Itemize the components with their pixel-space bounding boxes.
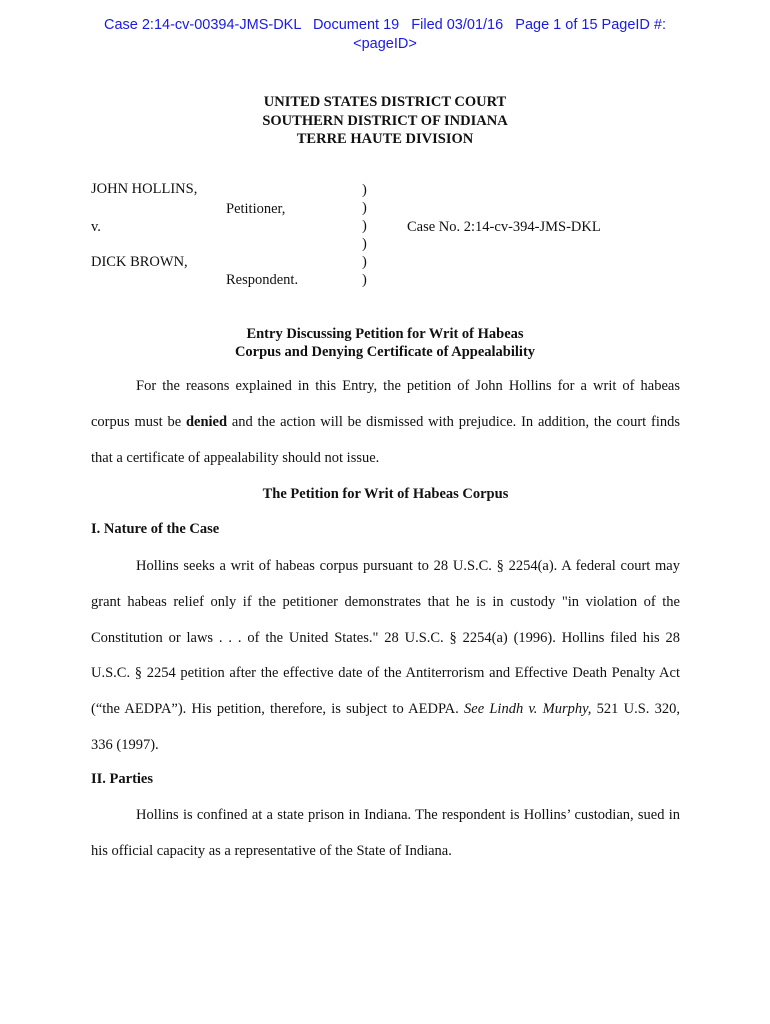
- petitioner-name: JOHN HOLLINS,: [91, 181, 198, 197]
- section1-citation: See Lindh v. Murphy,: [464, 701, 592, 718]
- versus-label: v.: [91, 219, 101, 235]
- respondent-role: Respondent.: [226, 272, 299, 288]
- court-name: UNITED STATES DISTRICT COURT: [263, 94, 507, 110]
- entry-title: [0, 325, 770, 361]
- section-title: The Petition for Writ of Habeas Corpus: [262, 486, 509, 502]
- entry-title-line2: Corpus and Denying Certificate of Appealability: [234, 344, 536, 360]
- section1-block: [91, 549, 680, 764]
- case-caption: [0, 181, 770, 291]
- caption-paren: ): [362, 236, 367, 252]
- caption-paren: ): [362, 254, 367, 270]
- entry-title-line1: Entry Discussing Petition for Writ of Habeas: [246, 326, 524, 342]
- respondent-name: DICK BROWN,: [91, 254, 188, 270]
- case-header: [0, 16, 770, 54]
- section2-block: [91, 798, 680, 870]
- petitioner-role: Petitioner,: [226, 201, 286, 217]
- section1-paragraph: [91, 549, 680, 764]
- intro-text-2: and the action will be dismissed with prejudice. In addition, the court finds that a certificate of appealability should not issue.: [91, 413, 680, 466]
- case-number: Case No. 2:14-cv-394-JMS-DKL: [407, 219, 601, 235]
- section2-heading: II. Parties: [91, 771, 154, 787]
- intro-paragraph-block: [91, 369, 680, 476]
- intro-denied: denied: [185, 413, 228, 430]
- court-heading: [0, 93, 770, 149]
- intro-paragraph: [91, 369, 680, 476]
- caption-paren: ): [362, 182, 367, 198]
- case-header-line2: <pageID>: [353, 36, 417, 52]
- court-division: TERRE HAUTE DIVISION: [296, 131, 474, 147]
- section1-text-2: 521 U.S. 320, 336 (1997).: [91, 701, 680, 753]
- caption-parens: [362, 181, 367, 289]
- case-header-line1: Case 2:14-cv-00394-JMS-DKL Document 19 Filed 03/01/16 Page 1 of 15 PageID #:: [103, 17, 667, 33]
- section1-heading: I. Nature of the Case: [91, 521, 220, 537]
- section1-text-1: Hollins seeks a writ of habeas corpus pursuant to 28 U.S.C. § 2254(a). A federal court may grant habeas relief only if the petitioner demonstrates that he is in custody "in violation of the Constitution or laws . . . of the United States." 28 U.S.C. § 2254(a) (1996). Hollins filed his 28 U.S.C. § 2254 petition after the effective date of the Antiterrorism and Effective Death Penalty Act (“the AEDPA”). His petition, therefore, is subject to AEDPA.: [91, 558, 680, 718]
- court-district: SOUTHERN DISTRICT OF INDIANA: [262, 112, 508, 129]
- intro-text-1: For the reasons explained in this Entry, the petition of John Hollins for a writ of habeas corpus must be: [91, 378, 680, 430]
- section2-paragraph: Hollins is confined at a state prison in Indiana. The respondent is Hollins’ custodian, sued in his official capacity as a representative of the State of Indiana.: [91, 807, 680, 859]
- caption-paren: ): [362, 218, 367, 234]
- caption-paren: ): [362, 200, 367, 216]
- caption-paren: ): [362, 272, 367, 288]
